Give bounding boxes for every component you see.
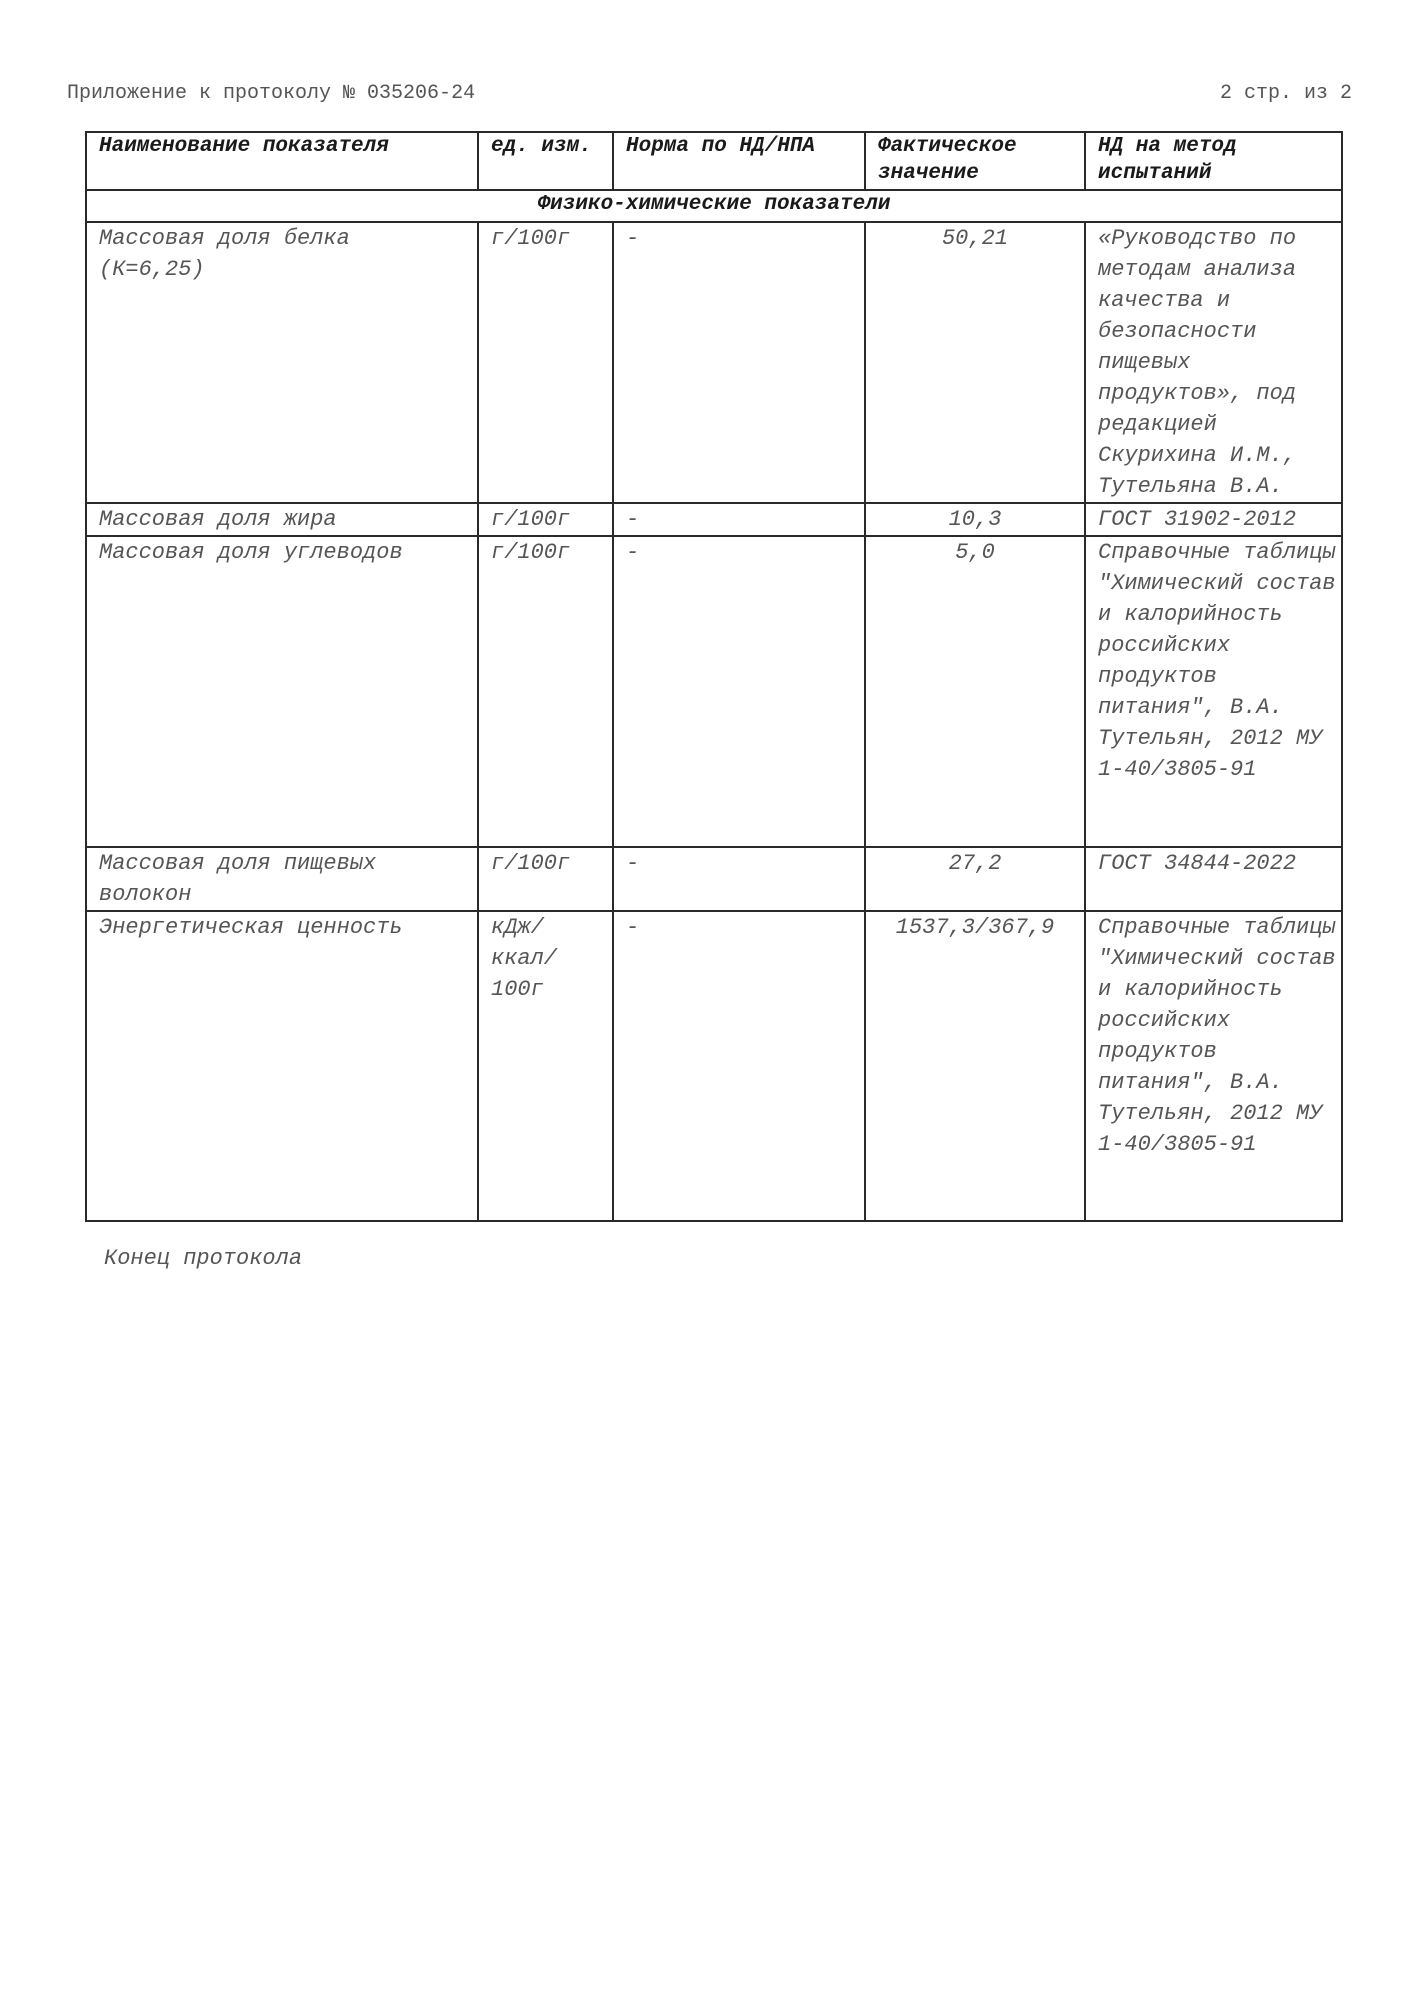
row-name: Массовая доля пищевых волокон	[86, 847, 478, 911]
row-name: Массовая доля углеводов	[86, 536, 478, 847]
column-header-norm: Норма по НД/НПА	[613, 132, 865, 190]
row-value: 10,3	[865, 503, 1085, 536]
end-of-protocol-note: Конец протокола	[104, 1246, 303, 1271]
row-value: 50,21	[865, 222, 1085, 503]
protocol-title: Приложение к протоколу № 035206-24	[67, 82, 476, 105]
row-norm: -	[613, 222, 865, 503]
table-row	[86, 911, 1342, 1221]
row-norm: -	[613, 847, 865, 911]
row-norm: -	[613, 911, 865, 1221]
row-unit: г/100г	[478, 503, 613, 536]
row-value: 5,0	[865, 536, 1085, 847]
table-row	[86, 536, 1342, 847]
row-unit: г/100г	[478, 536, 613, 847]
page-header	[67, 82, 1352, 112]
row-unit: г/100г	[478, 847, 613, 911]
column-header-method: НД на метод испытаний	[1085, 132, 1342, 190]
row-unit: г/100г	[478, 222, 613, 503]
row-method: «Руководство по методам анализа качества и безопасности пищевых продуктов», под редакцией Скурихина И.М., Тутельяна В.А.	[1085, 222, 1342, 503]
row-unit: кДж/ккал/ 100г	[478, 911, 613, 1221]
table-row	[86, 847, 1342, 911]
section-row	[86, 190, 1342, 222]
row-value: 27,2	[865, 847, 1085, 911]
row-name: Массовая доля жира	[86, 503, 478, 536]
row-method: Справочные таблицы "Химический состав и калорийность российских продуктов питания", В.А. Тутельян, 2012 МУ 1-40/3805-91	[1085, 536, 1342, 847]
results-table	[85, 131, 1343, 1222]
column-header-name: Наименование показателя	[86, 132, 478, 190]
row-name: Энергетическая ценность	[86, 911, 478, 1221]
table-header-row	[86, 132, 1342, 190]
row-name: Массовая доля белка (К=6,25)	[86, 222, 478, 503]
table-row	[86, 222, 1342, 503]
row-method: ГОСТ 31902-2012	[1085, 503, 1342, 536]
column-header-unit: ед. изм.	[478, 132, 613, 190]
page-number: 2 стр. из 2	[1219, 82, 1352, 105]
row-value: 1537,3/367,9	[865, 911, 1085, 1221]
row-norm: -	[613, 503, 865, 536]
column-header-value: Фактическое значение	[865, 132, 1085, 190]
row-method: Справочные таблицы "Химический состав и калорийность российских продуктов питания", В.А. Тутельян, 2012 МУ 1-40/3805-91	[1085, 911, 1342, 1221]
section-title: Физико-химические показатели	[86, 190, 1342, 222]
row-method: ГОСТ 34844-2022	[1085, 847, 1342, 911]
row-norm: -	[613, 536, 865, 847]
table-row	[86, 503, 1342, 536]
